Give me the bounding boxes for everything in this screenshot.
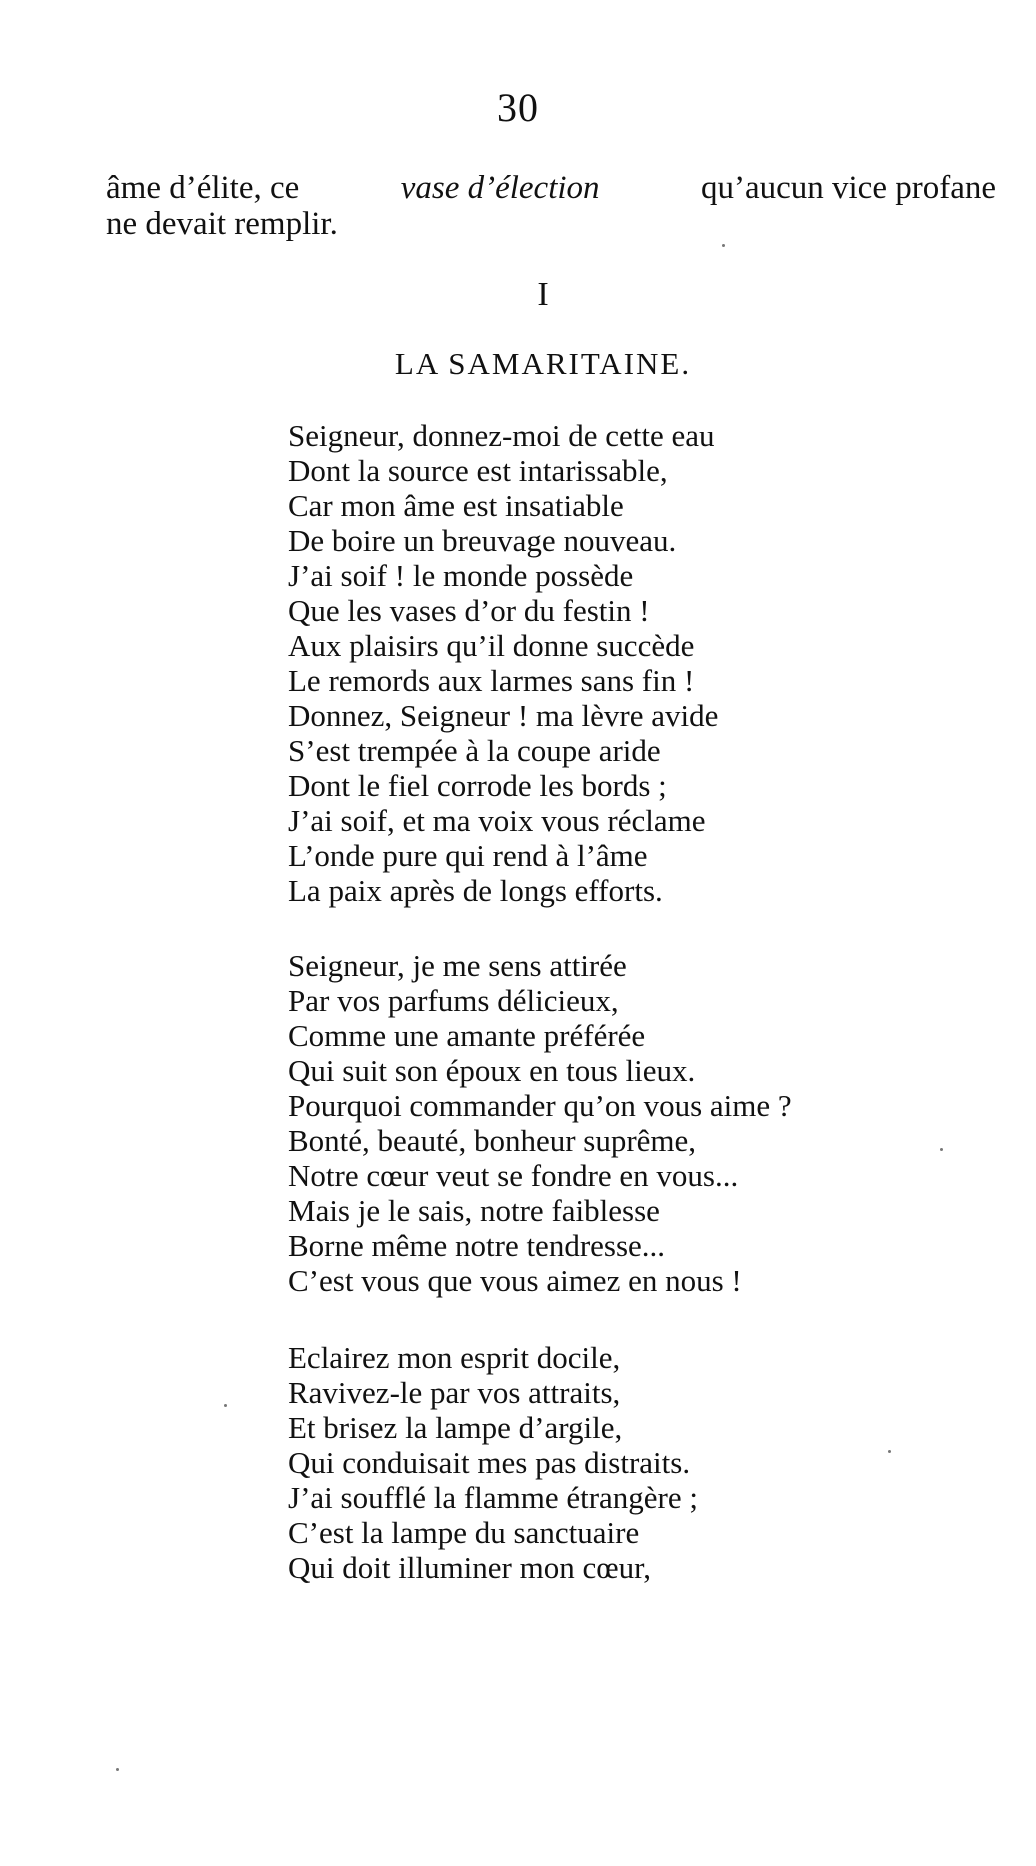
verse-line: Que les vases d’or du festin ! — [288, 593, 650, 628]
intro-text-start: âme d’élite, ce — [106, 170, 300, 206]
verse-line: S’est trempée à la coupe aride — [288, 733, 661, 768]
verse-line: Borne même notre tendresse... — [288, 1228, 666, 1263]
verse-line: J’ai soufflé la flamme étrangère ; — [288, 1480, 698, 1515]
scan-speck — [116, 1768, 119, 1771]
verse-line: Eclairez mon esprit docile, — [288, 1340, 621, 1375]
verse-line: Car mon âme est insatiable — [288, 488, 624, 523]
verse-line: J’ai soif ! le monde possède — [288, 558, 634, 593]
intro-text-end: qu’aucun vice profane — [700, 170, 996, 206]
verse-line: C’est vous que vous aimez en nous ! — [288, 1263, 742, 1298]
scan-speck — [224, 1404, 227, 1407]
poem-title: LA SAMARITAINE. — [394, 346, 692, 381]
verse-line: Qui conduisait mes pas distraits. — [288, 1445, 691, 1480]
section-number: I — [537, 276, 549, 313]
verse-line: Pourquoi commander qu’on vous aime ? — [288, 1088, 792, 1123]
intro-line-2: ne devait remplir. — [106, 206, 338, 242]
verse-line: Dont la source est intarissable, — [288, 453, 668, 488]
intro-line-1 — [106, 170, 996, 206]
verse-line: Le remords aux larmes sans fin ! — [288, 663, 695, 698]
verse-line: C’est la lampe du sanctuaire — [288, 1515, 640, 1550]
page-number: 30 — [497, 85, 539, 130]
stanza-2 — [288, 948, 792, 1298]
verse-line: La paix après de longs efforts. — [288, 873, 663, 908]
intro-paragraph — [106, 170, 996, 242]
verse-line: Aux plaisirs qu’il donne succède — [288, 628, 695, 663]
verse-line: Bonté, beauté, bonheur suprême, — [288, 1123, 697, 1158]
verse-line: Mais je le sais, notre faiblesse — [288, 1193, 660, 1228]
verse-line: Ravivez-le par vos attraits, — [288, 1375, 621, 1410]
verse-line: Par vos parfums délicieux, — [288, 983, 619, 1018]
verse-line: Qui doit illuminer mon cœur, — [288, 1550, 651, 1585]
verse-line: Seigneur, donnez-moi de cette eau — [288, 418, 715, 453]
verse-line: L’onde pure qui rend à l’âme — [288, 838, 648, 873]
verse-line: Comme une amante préférée — [288, 1018, 646, 1053]
stanza-3 — [288, 1340, 698, 1585]
scan-speck — [722, 244, 725, 247]
verse-line: Donnez, Seigneur ! ma lèvre avide — [288, 698, 719, 733]
verse-line: Qui suit son époux en tous lieux. — [288, 1053, 696, 1088]
stanza-1 — [288, 418, 718, 908]
verse-line: Dont le fiel corrode les bords ; — [288, 768, 667, 803]
verse-line: Notre cœur veut se fondre en vous... — [288, 1158, 739, 1193]
verse-line: De boire un breuvage nouveau. — [288, 523, 677, 558]
intro-italic-phrase: vase d’élection — [400, 170, 600, 206]
scan-speck — [888, 1450, 891, 1453]
scan-speck — [940, 1148, 943, 1151]
verse-line: Seigneur, je me sens attirée — [288, 948, 627, 983]
verse-line: J’ai soif, et ma voix vous réclame — [288, 803, 706, 838]
verse-line: Et brisez la lampe d’argile, — [288, 1410, 623, 1445]
